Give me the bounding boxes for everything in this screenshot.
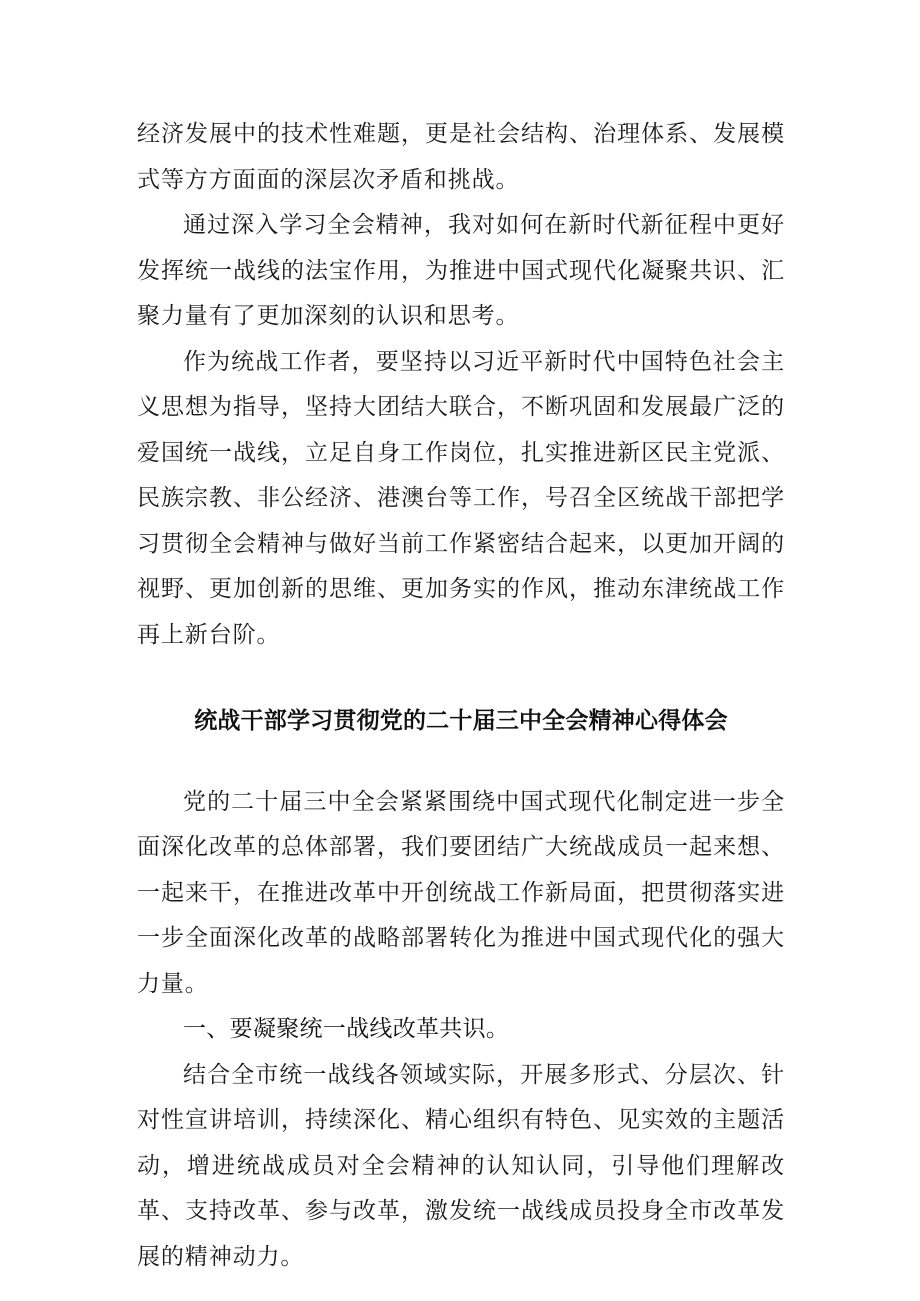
document-page	[137, 112, 785, 1280]
article-title: 统战干部学习贯彻党的二十届三中全会精神心得体会	[194, 708, 728, 734]
paragraph-study-reflection: 通过深入学习全会精神，我对如何在新时代新征程中更好发挥统一战线的法宝作用，为推进中国式现代化凝聚共识、汇聚力量有了更加深刻的认识和思考。	[137, 212, 785, 329]
paragraph-plenum-intro: 党的二十届三中全会紧紧围绕中国式现代化制定进一步全面深化改革的总体部署，我们要团结广大统战成员一起来想、一起来干，在推进改革中开创统战工作新局面，把贯彻落实进一步全面深化改革的战略部署转化为推进中国式现代化的强大力量。	[137, 788, 785, 997]
paragraph-continuation: 经济发展中的技术性难题，更是社会结构、治理体系、发展模式等方方面面的深层次矛盾和挑战。	[137, 121, 785, 193]
paragraph-united-front-worker: 作为统战工作者，要坚持以习近平新时代中国特色社会主义思想为指导，坚持大团结大联合，不断巩固和发展最广泛的爱国统一战线，立足自身工作岗位，扎实推进新区民主党派、民族宗教、非公经济、港澳台等工作，号召全区统战干部把学习贯彻全会精神与做好当前工作紧密结合起来，以更加开阔的视野、更加创新的思维、更加务实的作风，推动东津统战工作再上新台阶。	[137, 348, 785, 648]
section-heading-1: 一、要凝聚统一战线改革共识。	[183, 1016, 510, 1042]
paragraph-section-1-body: 结合全市统一战线各领域实际，开展多形式、分层次、针对性宣讲培训，持续深化、精心组织有特色、见实效的主题活动，增进统战成员对全会精神的认知认同，引导他们理解改革、支持改革、参与改革，激发统一战线成员投身全市改革发展的精神动力。	[137, 1061, 785, 1270]
